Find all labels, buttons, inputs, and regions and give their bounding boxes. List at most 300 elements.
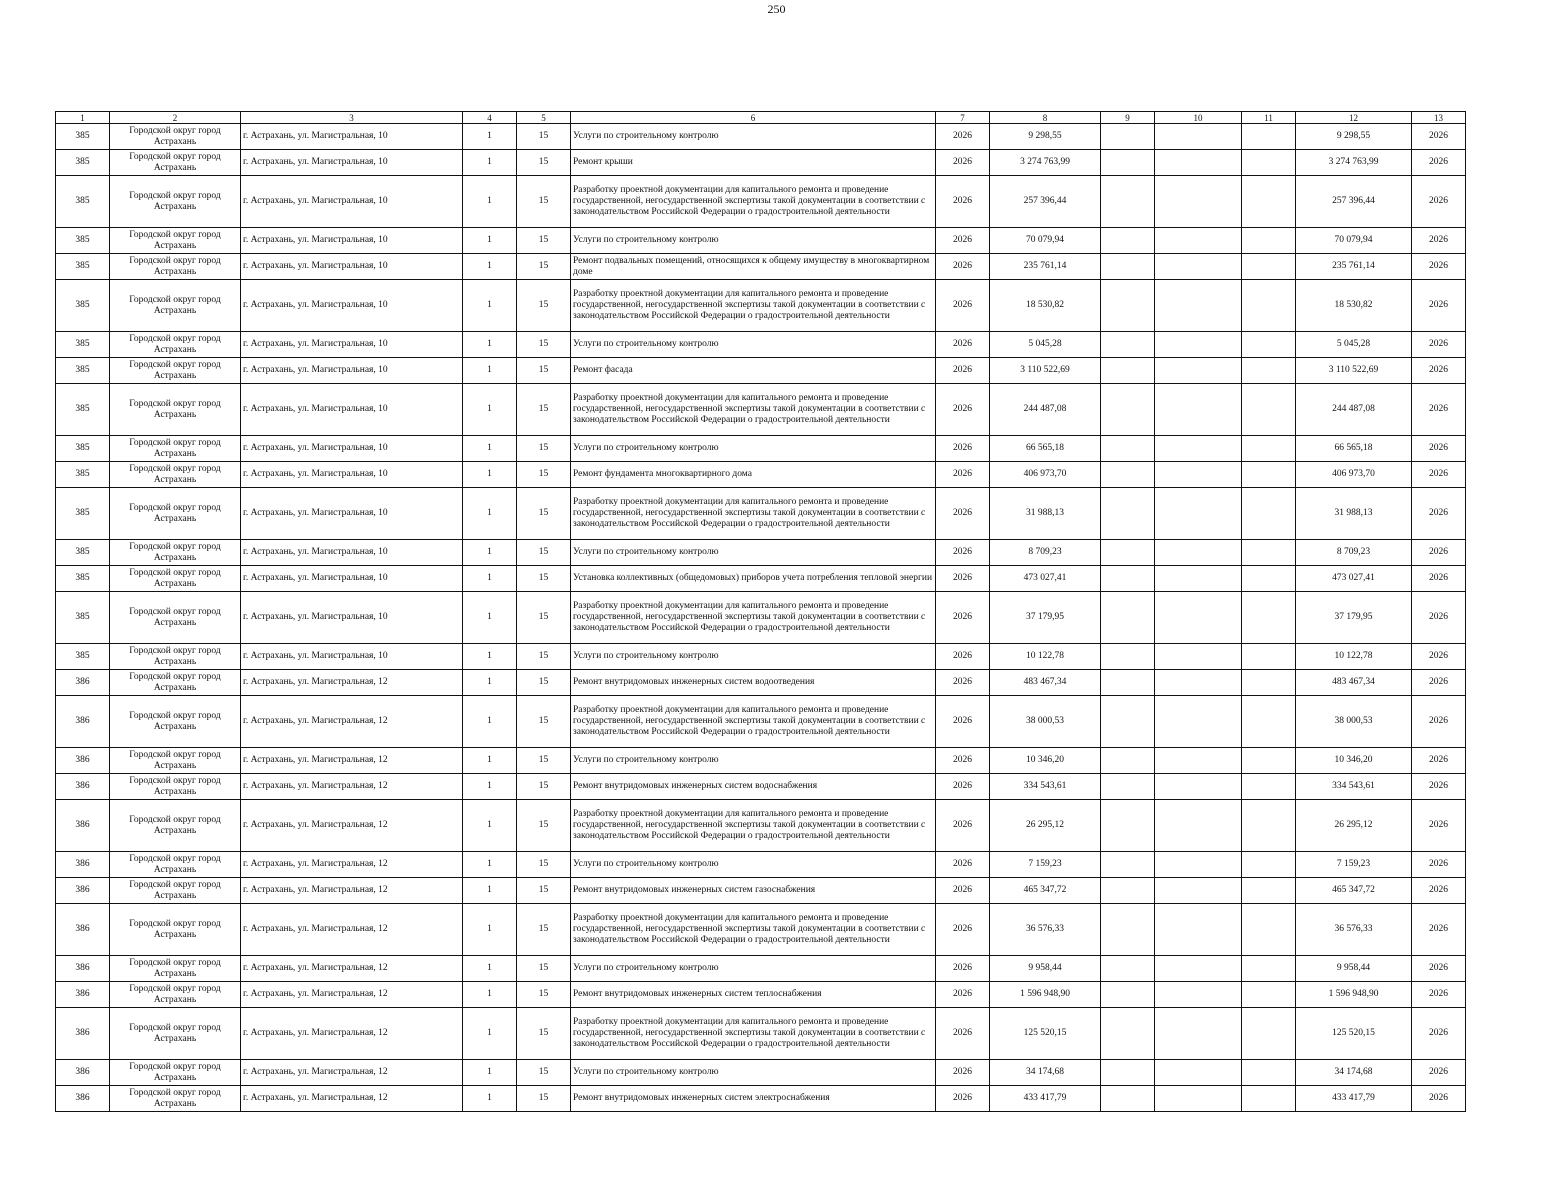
col-9-cell bbox=[1101, 566, 1155, 592]
row-number-cell: 385 bbox=[56, 254, 110, 280]
col-10-cell bbox=[1155, 150, 1242, 176]
col-10-cell bbox=[1155, 592, 1242, 644]
col-11-cell bbox=[1242, 254, 1296, 280]
work-type-cell: Услуги по строительному контролю bbox=[571, 332, 936, 358]
col-9-cell bbox=[1101, 462, 1155, 488]
col-9-cell bbox=[1101, 540, 1155, 566]
year-cell: 2026 bbox=[936, 904, 990, 956]
col-5-cell: 15 bbox=[517, 670, 571, 696]
work-type-cell: Разработку проектной документации для капитального ремонта и проведение государственной, негосударственной экспертизы такой документации в соответствии с законодательством Российской Федерации о градостроительной деятельности bbox=[571, 488, 936, 540]
table-row bbox=[56, 176, 1466, 228]
work-type-cell: Ремонт внутридомовых инженерных систем водоснабжения bbox=[571, 774, 936, 800]
col-5-cell: 15 bbox=[517, 1060, 571, 1086]
fund-cost-cell: 334 543,61 bbox=[1296, 774, 1412, 800]
col-10-cell bbox=[1155, 488, 1242, 540]
completion-year-cell: 2026 bbox=[1412, 644, 1466, 670]
year-cell: 2026 bbox=[936, 1060, 990, 1086]
column-header: 6 bbox=[571, 112, 936, 124]
municipality-cell: Городской округ город Астрахань bbox=[110, 800, 241, 852]
col-5-cell: 15 bbox=[517, 956, 571, 982]
address-cell: г. Астрахань, ул. Магистральная, 12 bbox=[241, 800, 463, 852]
col-9-cell bbox=[1101, 150, 1155, 176]
col-9-cell bbox=[1101, 228, 1155, 254]
completion-year-cell: 2026 bbox=[1412, 878, 1466, 904]
table-row bbox=[56, 956, 1466, 982]
col-5-cell: 15 bbox=[517, 540, 571, 566]
cost-cell: 7 159,23 bbox=[990, 852, 1101, 878]
completion-year-cell: 2026 bbox=[1412, 800, 1466, 852]
col-4-cell: 1 bbox=[463, 774, 517, 800]
fund-cost-cell: 8 709,23 bbox=[1296, 540, 1412, 566]
row-number-cell: 386 bbox=[56, 748, 110, 774]
work-type-cell: Разработку проектной документации для капитального ремонта и проведение государственной, негосударственной экспертизы такой документации в соответствии с законодательством Российской Федерации о градостроительной деятельности bbox=[571, 176, 936, 228]
table-row bbox=[56, 488, 1466, 540]
column-header: 1 bbox=[56, 112, 110, 124]
col-10-cell bbox=[1155, 1060, 1242, 1086]
col-11-cell bbox=[1242, 150, 1296, 176]
table-row bbox=[56, 540, 1466, 566]
municipality-cell: Городской округ город Астрахань bbox=[110, 878, 241, 904]
completion-year-cell: 2026 bbox=[1412, 488, 1466, 540]
municipality-cell: Городской округ город Астрахань bbox=[110, 748, 241, 774]
fund-cost-cell: 34 174,68 bbox=[1296, 1060, 1412, 1086]
row-number-cell: 385 bbox=[56, 488, 110, 540]
row-number-cell: 385 bbox=[56, 644, 110, 670]
row-number-cell: 386 bbox=[56, 956, 110, 982]
completion-year-cell: 2026 bbox=[1412, 150, 1466, 176]
col-11-cell bbox=[1242, 488, 1296, 540]
column-number-row bbox=[56, 112, 1466, 124]
fund-cost-cell: 9 958,44 bbox=[1296, 956, 1412, 982]
work-type-cell: Установка коллективных (общедомовых) приборов учета потребления тепловой энергии bbox=[571, 566, 936, 592]
col-9-cell bbox=[1101, 1086, 1155, 1112]
fund-cost-cell: 3 110 522,69 bbox=[1296, 358, 1412, 384]
fund-cost-cell: 10 122,78 bbox=[1296, 644, 1412, 670]
row-number-cell: 386 bbox=[56, 878, 110, 904]
col-4-cell: 1 bbox=[463, 124, 517, 150]
col-11-cell bbox=[1242, 904, 1296, 956]
col-5-cell: 15 bbox=[517, 696, 571, 748]
municipality-cell: Городской округ город Астрахань bbox=[110, 150, 241, 176]
work-type-cell: Услуги по строительному контролю bbox=[571, 956, 936, 982]
municipality-cell: Городской округ город Астрахань bbox=[110, 696, 241, 748]
column-header: 5 bbox=[517, 112, 571, 124]
address-cell: г. Астрахань, ул. Магистральная, 12 bbox=[241, 878, 463, 904]
col-5-cell: 15 bbox=[517, 462, 571, 488]
municipality-cell: Городской округ город Астрахань bbox=[110, 774, 241, 800]
col-5-cell: 15 bbox=[517, 878, 571, 904]
address-cell: г. Астрахань, ул. Магистральная, 10 bbox=[241, 228, 463, 254]
col-4-cell: 1 bbox=[463, 800, 517, 852]
fund-cost-cell: 483 467,34 bbox=[1296, 670, 1412, 696]
col-4-cell: 1 bbox=[463, 462, 517, 488]
col-5-cell: 15 bbox=[517, 800, 571, 852]
col-4-cell: 1 bbox=[463, 280, 517, 332]
col-10-cell bbox=[1155, 956, 1242, 982]
col-11-cell bbox=[1242, 176, 1296, 228]
completion-year-cell: 2026 bbox=[1412, 384, 1466, 436]
col-9-cell bbox=[1101, 1060, 1155, 1086]
work-type-cell: Разработку проектной документации для капитального ремонта и проведение государственной, негосударственной экспертизы такой документации в соответствии с законодательством Российской Федерации о градостроительной деятельности bbox=[571, 800, 936, 852]
col-5-cell: 15 bbox=[517, 566, 571, 592]
cost-cell: 235 761,14 bbox=[990, 254, 1101, 280]
table-row bbox=[56, 670, 1466, 696]
address-cell: г. Астрахань, ул. Магистральная, 12 bbox=[241, 670, 463, 696]
fund-cost-cell: 406 973,70 bbox=[1296, 462, 1412, 488]
column-header: 12 bbox=[1296, 112, 1412, 124]
work-type-cell: Разработку проектной документации для капитального ремонта и проведение государственной, негосударственной экспертизы такой документации в соответствии с законодательством Российской Федерации о градостроительной деятельности bbox=[571, 1008, 936, 1060]
row-number-cell: 386 bbox=[56, 1086, 110, 1112]
address-cell: г. Астрахань, ул. Магистральная, 10 bbox=[241, 254, 463, 280]
col-9-cell bbox=[1101, 592, 1155, 644]
column-header: 2 bbox=[110, 112, 241, 124]
completion-year-cell: 2026 bbox=[1412, 670, 1466, 696]
col-4-cell: 1 bbox=[463, 566, 517, 592]
cost-cell: 3 274 763,99 bbox=[990, 150, 1101, 176]
col-11-cell bbox=[1242, 670, 1296, 696]
work-type-cell: Услуги по строительному контролю bbox=[571, 852, 936, 878]
fund-cost-cell: 1 596 948,90 bbox=[1296, 982, 1412, 1008]
col-4-cell: 1 bbox=[463, 748, 517, 774]
col-5-cell: 15 bbox=[517, 488, 571, 540]
municipality-cell: Городской округ город Астрахань bbox=[110, 436, 241, 462]
work-type-cell: Ремонт внутридомовых инженерных систем теплоснабжения bbox=[571, 982, 936, 1008]
address-cell: г. Астрахань, ул. Магистральная, 10 bbox=[241, 384, 463, 436]
col-9-cell bbox=[1101, 176, 1155, 228]
col-11-cell bbox=[1242, 332, 1296, 358]
completion-year-cell: 2026 bbox=[1412, 592, 1466, 644]
address-cell: г. Астрахань, ул. Магистральная, 10 bbox=[241, 150, 463, 176]
column-header: 4 bbox=[463, 112, 517, 124]
col-11-cell bbox=[1242, 1008, 1296, 1060]
address-cell: г. Астрахань, ул. Магистральная, 10 bbox=[241, 644, 463, 670]
table-row bbox=[56, 800, 1466, 852]
col-5-cell: 15 bbox=[517, 748, 571, 774]
col-5-cell: 15 bbox=[517, 384, 571, 436]
cost-cell: 18 530,82 bbox=[990, 280, 1101, 332]
municipality-cell: Городской округ город Астрахань bbox=[110, 358, 241, 384]
col-4-cell: 1 bbox=[463, 540, 517, 566]
work-type-cell: Услуги по строительному контролю bbox=[571, 644, 936, 670]
year-cell: 2026 bbox=[936, 878, 990, 904]
col-11-cell bbox=[1242, 878, 1296, 904]
cost-cell: 465 347,72 bbox=[990, 878, 1101, 904]
table-row bbox=[56, 1060, 1466, 1086]
address-cell: г. Астрахань, ул. Магистральная, 12 bbox=[241, 982, 463, 1008]
address-cell: г. Астрахань, ул. Магистральная, 12 bbox=[241, 1008, 463, 1060]
col-9-cell bbox=[1101, 280, 1155, 332]
year-cell: 2026 bbox=[936, 592, 990, 644]
table-row bbox=[56, 696, 1466, 748]
col-11-cell bbox=[1242, 436, 1296, 462]
col-4-cell: 1 bbox=[463, 436, 517, 462]
table-row bbox=[56, 592, 1466, 644]
table-row bbox=[56, 566, 1466, 592]
completion-year-cell: 2026 bbox=[1412, 280, 1466, 332]
cost-cell: 125 520,15 bbox=[990, 1008, 1101, 1060]
table-row bbox=[56, 774, 1466, 800]
col-5-cell: 15 bbox=[517, 436, 571, 462]
col-5-cell: 15 bbox=[517, 358, 571, 384]
work-type-cell: Услуги по строительному контролю bbox=[571, 540, 936, 566]
table-row bbox=[56, 358, 1466, 384]
row-number-cell: 385 bbox=[56, 592, 110, 644]
column-header: 9 bbox=[1101, 112, 1155, 124]
row-number-cell: 386 bbox=[56, 852, 110, 878]
table-row bbox=[56, 332, 1466, 358]
year-cell: 2026 bbox=[936, 1008, 990, 1060]
col-5-cell: 15 bbox=[517, 176, 571, 228]
col-11-cell bbox=[1242, 566, 1296, 592]
col-4-cell: 1 bbox=[463, 956, 517, 982]
col-5-cell: 15 bbox=[517, 852, 571, 878]
col-4-cell: 1 bbox=[463, 982, 517, 1008]
column-header: 8 bbox=[990, 112, 1101, 124]
municipality-cell: Городской округ город Астрахань bbox=[110, 254, 241, 280]
col-5-cell: 15 bbox=[517, 1008, 571, 1060]
cost-cell: 70 079,94 bbox=[990, 228, 1101, 254]
col-11-cell bbox=[1242, 774, 1296, 800]
col-4-cell: 1 bbox=[463, 150, 517, 176]
col-11-cell bbox=[1242, 358, 1296, 384]
col-5-cell: 15 bbox=[517, 592, 571, 644]
row-number-cell: 385 bbox=[56, 150, 110, 176]
col-4-cell: 1 bbox=[463, 592, 517, 644]
work-type-cell: Услуги по строительному контролю bbox=[571, 436, 936, 462]
col-5-cell: 15 bbox=[517, 150, 571, 176]
municipality-cell: Городской округ город Астрахань bbox=[110, 670, 241, 696]
col-11-cell bbox=[1242, 956, 1296, 982]
work-type-cell: Разработку проектной документации для капитального ремонта и проведение государственной, негосударственной экспертизы такой документации в соответствии с законодательством Российской Федерации о градостроительной деятельности bbox=[571, 592, 936, 644]
col-4-cell: 1 bbox=[463, 644, 517, 670]
col-5-cell: 15 bbox=[517, 1086, 571, 1112]
col-4-cell: 1 bbox=[463, 384, 517, 436]
cost-cell: 37 179,95 bbox=[990, 592, 1101, 644]
col-4-cell: 1 bbox=[463, 1086, 517, 1112]
col-10-cell bbox=[1155, 358, 1242, 384]
address-cell: г. Астрахань, ул. Магистральная, 10 bbox=[241, 280, 463, 332]
municipality-cell: Городской округ город Астрахань bbox=[110, 124, 241, 150]
fund-cost-cell: 433 417,79 bbox=[1296, 1086, 1412, 1112]
table-row bbox=[56, 150, 1466, 176]
row-number-cell: 385 bbox=[56, 228, 110, 254]
table-row bbox=[56, 878, 1466, 904]
table-row bbox=[56, 1086, 1466, 1112]
col-4-cell: 1 bbox=[463, 670, 517, 696]
col-11-cell bbox=[1242, 852, 1296, 878]
cost-cell: 334 543,61 bbox=[990, 774, 1101, 800]
municipality-cell: Городской округ город Астрахань bbox=[110, 488, 241, 540]
address-cell: г. Астрахань, ул. Магистральная, 12 bbox=[241, 956, 463, 982]
completion-year-cell: 2026 bbox=[1412, 566, 1466, 592]
col-9-cell bbox=[1101, 748, 1155, 774]
col-10-cell bbox=[1155, 124, 1242, 150]
row-number-cell: 385 bbox=[56, 358, 110, 384]
col-5-cell: 15 bbox=[517, 774, 571, 800]
year-cell: 2026 bbox=[936, 384, 990, 436]
completion-year-cell: 2026 bbox=[1412, 774, 1466, 800]
year-cell: 2026 bbox=[936, 956, 990, 982]
col-5-cell: 15 bbox=[517, 982, 571, 1008]
col-5-cell: 15 bbox=[517, 280, 571, 332]
col-9-cell bbox=[1101, 982, 1155, 1008]
year-cell: 2026 bbox=[936, 670, 990, 696]
cost-cell: 5 045,28 bbox=[990, 332, 1101, 358]
fund-cost-cell: 66 565,18 bbox=[1296, 436, 1412, 462]
fund-cost-cell: 244 487,08 bbox=[1296, 384, 1412, 436]
year-cell: 2026 bbox=[936, 1086, 990, 1112]
completion-year-cell: 2026 bbox=[1412, 982, 1466, 1008]
completion-year-cell: 2026 bbox=[1412, 358, 1466, 384]
work-type-cell: Ремонт внутридомовых инженерных систем водоотведения bbox=[571, 670, 936, 696]
col-4-cell: 1 bbox=[463, 1060, 517, 1086]
col-9-cell bbox=[1101, 1008, 1155, 1060]
col-11-cell bbox=[1242, 228, 1296, 254]
col-10-cell bbox=[1155, 1086, 1242, 1112]
row-number-cell: 386 bbox=[56, 696, 110, 748]
year-cell: 2026 bbox=[936, 774, 990, 800]
col-10-cell bbox=[1155, 748, 1242, 774]
fund-cost-cell: 9 298,55 bbox=[1296, 124, 1412, 150]
col-9-cell bbox=[1101, 358, 1155, 384]
col-11-cell bbox=[1242, 982, 1296, 1008]
work-type-cell: Ремонт подвальных помещений, относящихся к общему имуществу в многоквартирном доме bbox=[571, 254, 936, 280]
cost-cell: 3 110 522,69 bbox=[990, 358, 1101, 384]
col-4-cell: 1 bbox=[463, 904, 517, 956]
col-4-cell: 1 bbox=[463, 254, 517, 280]
col-10-cell bbox=[1155, 878, 1242, 904]
municipality-cell: Городской округ город Астрахань bbox=[110, 644, 241, 670]
col-9-cell bbox=[1101, 332, 1155, 358]
cost-cell: 10 346,20 bbox=[990, 748, 1101, 774]
col-9-cell bbox=[1101, 878, 1155, 904]
work-type-cell: Разработку проектной документации для капитального ремонта и проведение государственной, негосударственной экспертизы такой документации в соответствии с законодательством Российской Федерации о градостроительной деятельности bbox=[571, 384, 936, 436]
year-cell: 2026 bbox=[936, 644, 990, 670]
work-type-cell: Разработку проектной документации для капитального ремонта и проведение государственной, негосударственной экспертизы такой документации в соответствии с законодательством Российской Федерации о градостроительной деятельности bbox=[571, 696, 936, 748]
municipality-cell: Городской округ город Астрахань bbox=[110, 1060, 241, 1086]
municipality-cell: Городской округ город Астрахань bbox=[110, 332, 241, 358]
year-cell: 2026 bbox=[936, 852, 990, 878]
fund-cost-cell: 125 520,15 bbox=[1296, 1008, 1412, 1060]
row-number-cell: 386 bbox=[56, 1008, 110, 1060]
col-11-cell bbox=[1242, 644, 1296, 670]
municipality-cell: Городской округ город Астрахань bbox=[110, 228, 241, 254]
col-11-cell bbox=[1242, 280, 1296, 332]
work-type-cell: Услуги по строительному контролю bbox=[571, 228, 936, 254]
column-header: 13 bbox=[1412, 112, 1466, 124]
completion-year-cell: 2026 bbox=[1412, 124, 1466, 150]
col-11-cell bbox=[1242, 384, 1296, 436]
col-4-cell: 1 bbox=[463, 696, 517, 748]
table-row bbox=[56, 462, 1466, 488]
col-9-cell bbox=[1101, 254, 1155, 280]
year-cell: 2026 bbox=[936, 488, 990, 540]
completion-year-cell: 2026 bbox=[1412, 1060, 1466, 1086]
year-cell: 2026 bbox=[936, 748, 990, 774]
col-10-cell bbox=[1155, 436, 1242, 462]
row-number-cell: 385 bbox=[56, 176, 110, 228]
cost-cell: 9 958,44 bbox=[990, 956, 1101, 982]
address-cell: г. Астрахань, ул. Магистральная, 10 bbox=[241, 332, 463, 358]
col-10-cell bbox=[1155, 800, 1242, 852]
completion-year-cell: 2026 bbox=[1412, 332, 1466, 358]
col-5-cell: 15 bbox=[517, 254, 571, 280]
year-cell: 2026 bbox=[936, 696, 990, 748]
cost-cell: 406 973,70 bbox=[990, 462, 1101, 488]
work-type-cell: Ремонт внутридомовых инженерных систем электроснабжения bbox=[571, 1086, 936, 1112]
completion-year-cell: 2026 bbox=[1412, 176, 1466, 228]
col-11-cell bbox=[1242, 800, 1296, 852]
col-10-cell bbox=[1155, 254, 1242, 280]
address-cell: г. Астрахань, ул. Магистральная, 10 bbox=[241, 358, 463, 384]
year-cell: 2026 bbox=[936, 254, 990, 280]
work-type-cell: Ремонт внутридомовых инженерных систем газоснабжения bbox=[571, 878, 936, 904]
year-cell: 2026 bbox=[936, 332, 990, 358]
work-type-cell: Ремонт фундамента многоквартирного дома bbox=[571, 462, 936, 488]
completion-year-cell: 2026 bbox=[1412, 904, 1466, 956]
col-9-cell bbox=[1101, 436, 1155, 462]
col-11-cell bbox=[1242, 748, 1296, 774]
col-5-cell: 15 bbox=[517, 644, 571, 670]
row-number-cell: 385 bbox=[56, 332, 110, 358]
address-cell: г. Астрахань, ул. Магистральная, 10 bbox=[241, 566, 463, 592]
cost-cell: 433 417,79 bbox=[990, 1086, 1101, 1112]
col-11-cell bbox=[1242, 540, 1296, 566]
municipality-cell: Городской округ город Астрахань bbox=[110, 176, 241, 228]
col-5-cell: 15 bbox=[517, 332, 571, 358]
fund-cost-cell: 38 000,53 bbox=[1296, 696, 1412, 748]
page-number: 250 bbox=[767, 2, 786, 16]
year-cell: 2026 bbox=[936, 462, 990, 488]
col-9-cell bbox=[1101, 124, 1155, 150]
col-9-cell bbox=[1101, 904, 1155, 956]
row-number-cell: 385 bbox=[56, 124, 110, 150]
municipality-cell: Городской округ город Астрахань bbox=[110, 384, 241, 436]
col-5-cell: 15 bbox=[517, 904, 571, 956]
column-header: 3 bbox=[241, 112, 463, 124]
cost-cell: 36 576,33 bbox=[990, 904, 1101, 956]
row-number-cell: 386 bbox=[56, 982, 110, 1008]
col-10-cell bbox=[1155, 1008, 1242, 1060]
column-header: 10 bbox=[1155, 112, 1242, 124]
col-10-cell bbox=[1155, 852, 1242, 878]
col-10-cell bbox=[1155, 982, 1242, 1008]
address-cell: г. Астрахань, ул. Магистральная, 12 bbox=[241, 852, 463, 878]
address-cell: г. Астрахань, ул. Магистральная, 10 bbox=[241, 488, 463, 540]
col-11-cell bbox=[1242, 462, 1296, 488]
year-cell: 2026 bbox=[936, 566, 990, 592]
col-11-cell bbox=[1242, 696, 1296, 748]
fund-cost-cell: 473 027,41 bbox=[1296, 566, 1412, 592]
year-cell: 2026 bbox=[936, 358, 990, 384]
col-10-cell bbox=[1155, 774, 1242, 800]
table-row bbox=[56, 124, 1466, 150]
col-5-cell: 15 bbox=[517, 124, 571, 150]
completion-year-cell: 2026 bbox=[1412, 748, 1466, 774]
year-cell: 2026 bbox=[936, 436, 990, 462]
row-number-cell: 385 bbox=[56, 280, 110, 332]
cost-cell: 1 596 948,90 bbox=[990, 982, 1101, 1008]
address-cell: г. Астрахань, ул. Магистральная, 10 bbox=[241, 124, 463, 150]
col-4-cell: 1 bbox=[463, 852, 517, 878]
work-type-cell: Услуги по строительному контролю bbox=[571, 124, 936, 150]
fund-cost-cell: 10 346,20 bbox=[1296, 748, 1412, 774]
col-4-cell: 1 bbox=[463, 488, 517, 540]
address-cell: г. Астрахань, ул. Магистральная, 10 bbox=[241, 436, 463, 462]
table-row bbox=[56, 748, 1466, 774]
fund-cost-cell: 26 295,12 bbox=[1296, 800, 1412, 852]
address-cell: г. Астрахань, ул. Магистральная, 12 bbox=[241, 696, 463, 748]
